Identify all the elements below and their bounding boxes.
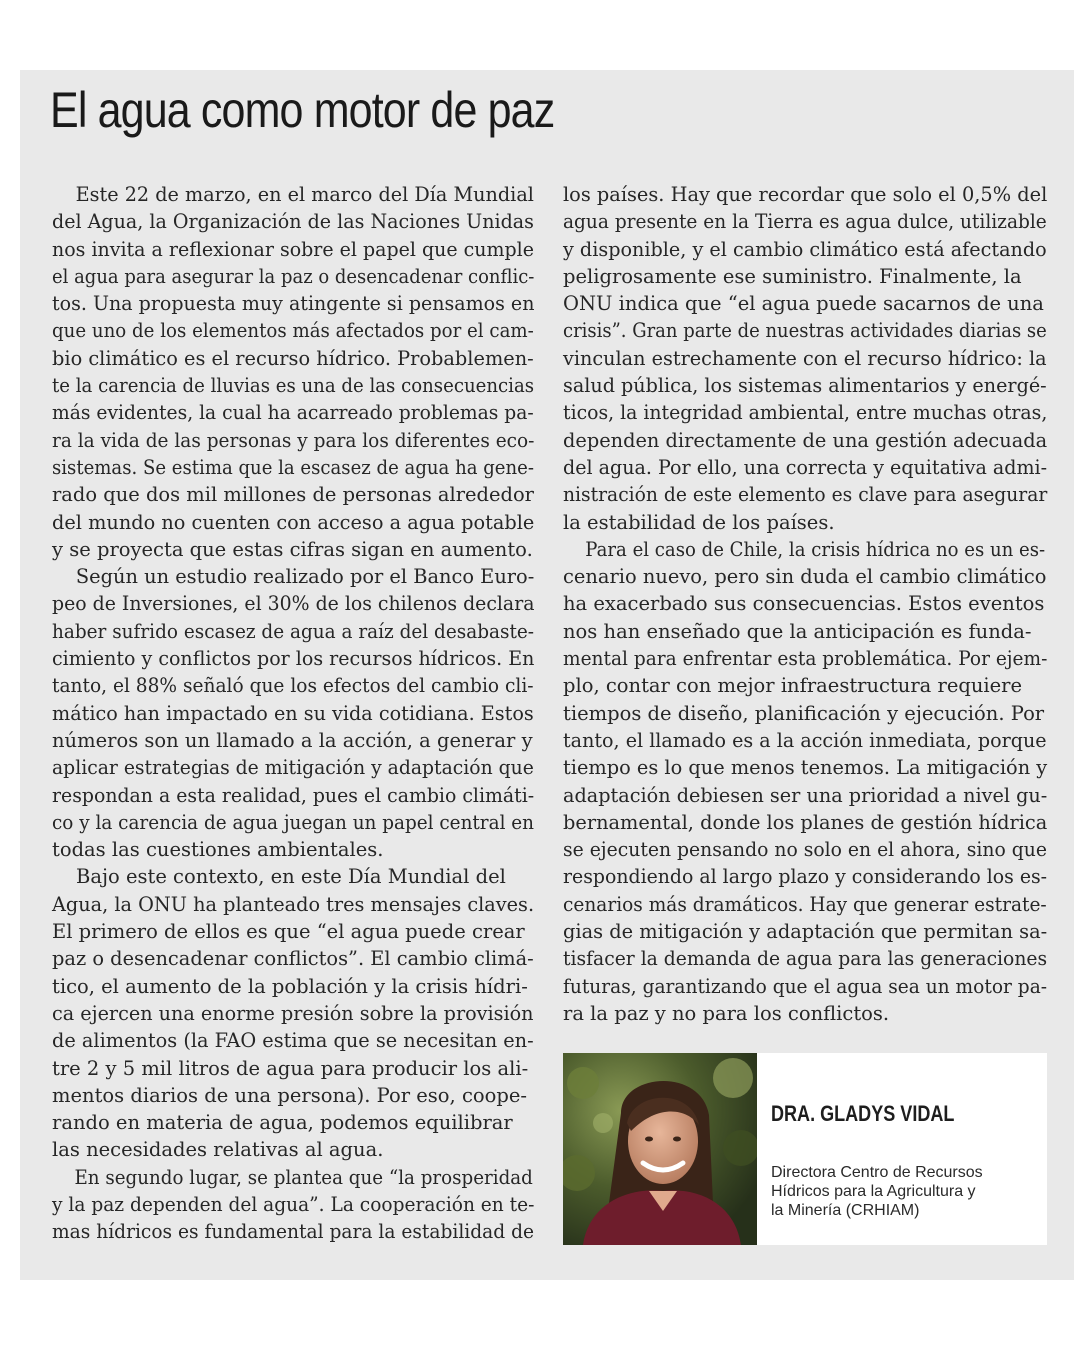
article-text-line: todas las cuestiones ambientales. xyxy=(52,838,384,862)
article-text-line: mas hídricos es fundamental para la estabilidad de xyxy=(52,1220,535,1244)
article-text-line: En segundo lugar, se plantea que “la prosperidad xyxy=(74,1165,533,1189)
author-photo xyxy=(563,1053,757,1245)
article-text-line: nos han enseñado que la anticipación es funda- xyxy=(563,619,1032,643)
article-text-line: bio climático es el recurso hídrico. Probablemen- xyxy=(52,346,534,370)
article-text-line: ha exacerbado sus consecuencias. Estos eventos xyxy=(563,592,1045,616)
author-portrait-image xyxy=(563,1053,757,1245)
article-text-line: futuras, garantizando que el agua sea un motor pa- xyxy=(563,974,1048,998)
article-text-line: del Agua, la Organización de las Naciones Unidas xyxy=(52,210,534,234)
article-column-left xyxy=(52,181,534,1246)
article-text-line: tisfacer la demanda de agua para las generaciones xyxy=(563,947,1048,971)
article-text-line: nistración de este elemento es clave para asegurar xyxy=(563,483,1048,507)
article-text-line: rado que dos mil millones de personas alrededor xyxy=(52,483,534,507)
article-text-line: se ejecuten pensando no solo en el ahora, sino que xyxy=(563,838,1047,862)
article-text-line: respondan a esta realidad, pues el cambio climáti- xyxy=(52,783,535,807)
article-text-line: tico, el aumento de la población y la crisis hídri- xyxy=(52,974,528,998)
article-text-line: respondiendo al largo plazo y considerando los es- xyxy=(563,865,1048,889)
article-text-line: adaptación debiesen ser una prioridad a nivel gu- xyxy=(563,783,1048,807)
author-role-line: Directora Centro de Recursos xyxy=(771,1164,983,1181)
article-text-line: ONU indica que “el agua puede sacarnos de una xyxy=(563,292,1044,316)
article-text-line: peligrosamente ese suministro. Finalmente, la xyxy=(563,264,1022,288)
article-text-line: aplicar estrategias de mitigación y adaptación que xyxy=(52,756,534,780)
article-text-line: números son un llamado a la acción, a generar y xyxy=(52,728,533,752)
article-text-line: tanto, el llamado es a la acción inmediata, porque xyxy=(563,728,1047,752)
article-text-line: cimiento y conflictos por los recursos hídricos. En xyxy=(52,647,535,671)
article-text-line: te la carencia de lluvias es una de las consecuencias xyxy=(52,374,535,398)
article-text-line: cenario nuevo, pero sin duda el cambio climático xyxy=(563,565,1047,589)
article-text-line: nos invita a reflexionar sobre el papel que cumple xyxy=(52,237,534,261)
article-text-line: agua presente en la Tierra es agua dulce, utilizable xyxy=(563,210,1047,234)
article-text-line: mental para enfrentar esta problemática. Por ejem- xyxy=(563,647,1048,671)
article-text-line: crisis”. Gran parte de nuestras actividades diarias se xyxy=(563,319,1047,343)
article-text-line: que uno de los elementos más afectados por el cam- xyxy=(52,319,534,343)
article-text-line: ra la paz y no para los conflictos. xyxy=(563,1001,890,1025)
article-text-line: Agua, la ONU ha planteado tres mensajes claves. xyxy=(52,892,535,916)
article-text-line: ticos, la integridad ambiental, entre muchas otras, xyxy=(563,401,1048,425)
article-text-line: co y la carencia de agua juegan un papel central en xyxy=(52,810,535,834)
article-text-line: Según un estudio realizado por el Banco Euro- xyxy=(75,565,535,589)
article-text-line: la estabilidad de los países. xyxy=(563,510,835,534)
article-text-line: mentos diarios de una persona). Por eso, coope- xyxy=(52,1083,527,1107)
article-text-line: tanto, el 88% señaló que los efectos del cambio cli- xyxy=(52,674,534,698)
article-text-line: gias de mitigación y adaptación que permitan sa- xyxy=(563,920,1048,944)
article-text-line: paz o desencadenar conflictos”. El cambio climá- xyxy=(52,947,534,971)
article-headline: El agua como motor de paz xyxy=(50,82,555,138)
article-column-right xyxy=(563,181,1047,1027)
article-text-line: rando en materia de agua, podemos equilibrar xyxy=(52,1111,513,1135)
article-text-line: y la paz dependen del agua”. La cooperación en te- xyxy=(52,1192,535,1216)
author-byline xyxy=(563,1053,1047,1245)
article-text-line: Para el caso de Chile, la crisis hídrica no es un es- xyxy=(585,537,1046,561)
article-text-line: tos. Una propuesta muy atingente si pensamos en xyxy=(52,292,535,316)
article-text-line: del agua. Por ello, una correcta y equitativa admi- xyxy=(563,455,1048,479)
article-text-line: dependen directamente de una gestión adecuada xyxy=(563,428,1048,452)
article-text-line: el agua para asegurar la paz o desencadenar conflic- xyxy=(52,264,535,288)
article-text-line: mático han impactado en su vida cotidiana. Estos xyxy=(52,701,534,725)
article-text-line: El primero de ellos es que “el agua puede crear xyxy=(52,920,525,944)
author-name: DRA. GLADYS VIDAL xyxy=(771,1101,955,1126)
article-text-line: haber sufrido escasez de agua a raíz del desabaste- xyxy=(52,619,534,643)
article-text-line: ra la vida de las personas y para los diferentes eco- xyxy=(52,428,535,452)
article-text-line: salud pública, los sistemas alimentarios y energé- xyxy=(563,374,1047,398)
article-text-line: vinculan estrechamente con el recurso hídrico: la xyxy=(563,346,1047,370)
article-text-line: tiempo es lo que menos tenemos. La mitigación y xyxy=(563,756,1048,780)
article-text-line: del mundo no cuenten con acceso a agua potable xyxy=(52,510,535,534)
article-text-line: ca ejercen una enorme presión sobre la provisión xyxy=(52,1001,534,1025)
article-text-line: plo, contar con mejor infraestructura requiere xyxy=(563,674,1023,698)
article-text-line: y se proyecta que estas cifras sigan en aumento. xyxy=(52,537,533,561)
article-text-line: peo de Inversiones, el 30% de los chilenos declara xyxy=(52,592,535,616)
article-text-line: Bajo este contexto, en este Día Mundial del xyxy=(76,865,506,889)
author-role-line: la Minería (CRHIAM) xyxy=(771,1202,920,1219)
article-text-line: bernamental, donde los planes de gestión hídrica xyxy=(563,810,1048,834)
article-text-line: Este 22 de marzo, en el marco del Día Mundial xyxy=(75,183,534,206)
article-text-line: cenarios más dramáticos. Hay que generar estrate- xyxy=(563,892,1047,916)
article-text-line: y disponible, y el cambio climático está afectando xyxy=(563,237,1047,261)
article-text-line: más evidentes, la cual ha acarreado problemas pa- xyxy=(52,401,534,425)
author-role-line: Hídricos para la Agricultura y xyxy=(771,1183,976,1200)
article-text-line: las necesidades relativas al agua. xyxy=(52,1138,384,1162)
article-text-line: sistemas. Se estima que la escasez de agua ha gene- xyxy=(52,455,534,479)
article-text-line: tiempos de diseño, planificación y ejecución. Por xyxy=(563,701,1045,725)
article-text-line: tre 2 y 5 mil litros de agua para producir los ali- xyxy=(52,1056,529,1080)
article-text-line: los países. Hay que recordar que solo el 0,5% del xyxy=(563,183,1048,206)
article-text-line: de alimentos (la FAO estima que se necesitan en- xyxy=(52,1029,534,1053)
author-role xyxy=(771,1163,1031,1220)
